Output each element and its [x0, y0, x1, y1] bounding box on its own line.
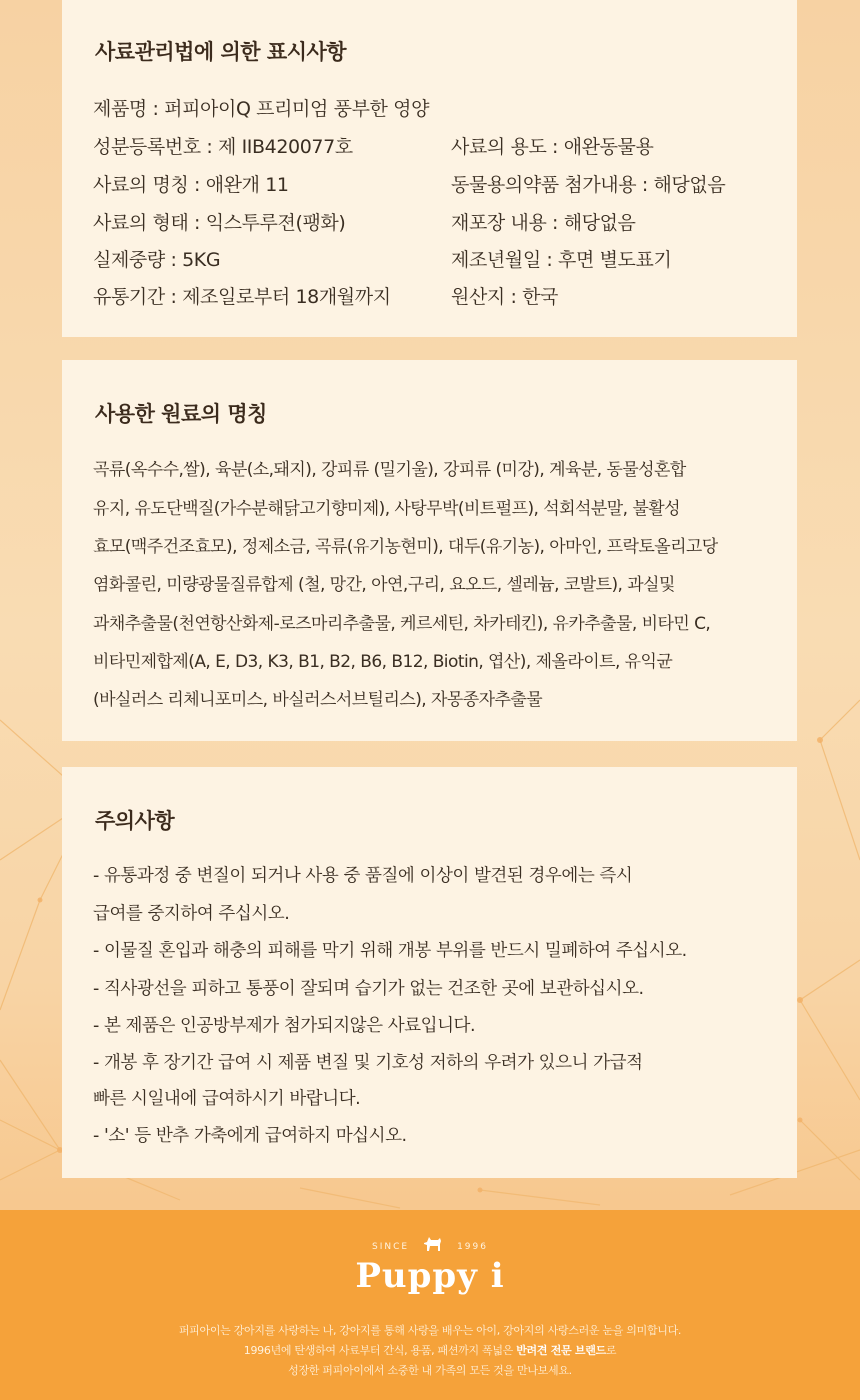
ingredients-line: 유지, 유도단백질(가수분해닭고기향미제), 사탕무박(비트펄프), 석회석분말, 불활성 [93, 499, 680, 519]
ingredients-card [62, 360, 797, 741]
label-row-right: 원산지 : 한국 [451, 286, 559, 308]
ingredients-line: 비타민제합제(A, E, D3, K3, B1, B2, B6, B12, Biotin, 엽산), 제올라이트, 유익균 [93, 652, 673, 672]
label-row-right: 동물용의약품 첨가내용 : 해당없음 [451, 174, 726, 196]
brand-highlight: 반려견 전문 브랜드 [516, 1344, 606, 1357]
label-row-right: 제조년월일 : 후면 별도표기 [451, 249, 672, 271]
caution-line: - 본 제품은 인공방부제가 첨가되지않은 사료입니다. [93, 1016, 476, 1036]
label-row-right: 사료의 용도 : 애완동물용 [451, 136, 654, 158]
caution-line: - 개봉 후 장기간 급여 시 제품 변질 및 기호성 저하의 우려가 있으니 가급적 [93, 1053, 643, 1073]
caution-line: - 직사광선을 피하고 통풍이 잘되며 습기가 없는 건조한 곳에 보관하십시오. [93, 979, 644, 999]
ingredients-line: 효모(맥주건조효모), 정제소금, 곡류(유기농현미), 대두(유기농), 아마인, 프락토올리고당 [93, 537, 718, 557]
brand-name: Puppy i [355, 1256, 505, 1296]
feed-label-title: 사료관리법에 의한 표시사항 [95, 40, 347, 64]
ingredients-title: 사용한 원료의 명칭 [95, 402, 267, 426]
footer-description-line: 퍼피아이는 강아지를 사랑하는 나, 강아지를 통해 사랑을 배우는 아이, 강아지의 사랑스러운 눈을 의미합니다. [178, 1324, 682, 1337]
caution-line: - 유통과정 중 변질이 되거나 사용 중 품질에 이상이 발견된 경우에는 즉시 [93, 866, 633, 886]
product-name: 제품명 : 퍼피아이Q 프리미엄 풍부한 영양 [93, 98, 430, 120]
ingredients-line: 곡류(옥수수,쌀), 육분(소,돼지), 강피류 (밀기울), 강피류 (미강), 계육분, 동물성혼합 [93, 460, 686, 480]
caution-line: 빠른 시일내에 급여하시기 바랍니다. [93, 1089, 361, 1109]
label-row-left: 사료의 형태 : 익스투루젼(팽화) [93, 212, 346, 234]
label-row-left: 실제중량 : 5KG [93, 249, 221, 271]
caution-line: - 이물질 혼입과 해충의 피해를 막기 위해 개봉 부위를 반드시 밀폐하여 주십시오. [93, 941, 687, 961]
feed-label-card [62, 0, 797, 337]
caution-line: 급여를 중지하여 주십시오. [93, 904, 290, 924]
ingredients-line: (바실러스 리체니포미스, 바실러스서브틸리스), 자몽종자추출물 [93, 690, 543, 710]
label-row-left: 사료의 명칭 : 애완개 11 [93, 174, 289, 196]
label-row-right: 재포장 내용 : 해당없음 [451, 212, 636, 234]
caution-card [62, 767, 797, 1178]
caution-line: - '소' 등 반추 가축에게 급여하지 마십시오. [93, 1126, 407, 1146]
footer-description-line: 성장한 퍼피아이에서 소중한 내 가족의 모든 것을 만나보세요. [288, 1364, 572, 1377]
ingredients-line: 과채추출물(천연항산화제-로즈마리추출물, 케르세틴, 차카테킨), 유카추출물, 비타민 C, [93, 614, 711, 634]
footer-description-line: 1996년에 탄생하여 사료부터 간식, 용품, 패션까지 폭넓은 반려견 전문 브랜드로 [243, 1344, 617, 1357]
ingredients-line: 염화콜린, 미량광물질류합제 (철, 망간, 아연,구리, 요오드, 셀레늄, 코발트), 과실및 [93, 575, 675, 595]
logo-since-label: SINCE 1996 [372, 1242, 488, 1252]
brand-footer [0, 1210, 860, 1400]
label-row-left: 유통기간 : 제조일로부터 18개월까지 [93, 286, 391, 308]
label-row-left: 성분등록번호 : 제 IIB420077호 [93, 136, 353, 158]
caution-title: 주의사항 [95, 809, 175, 833]
dog-icon [420, 1234, 444, 1254]
